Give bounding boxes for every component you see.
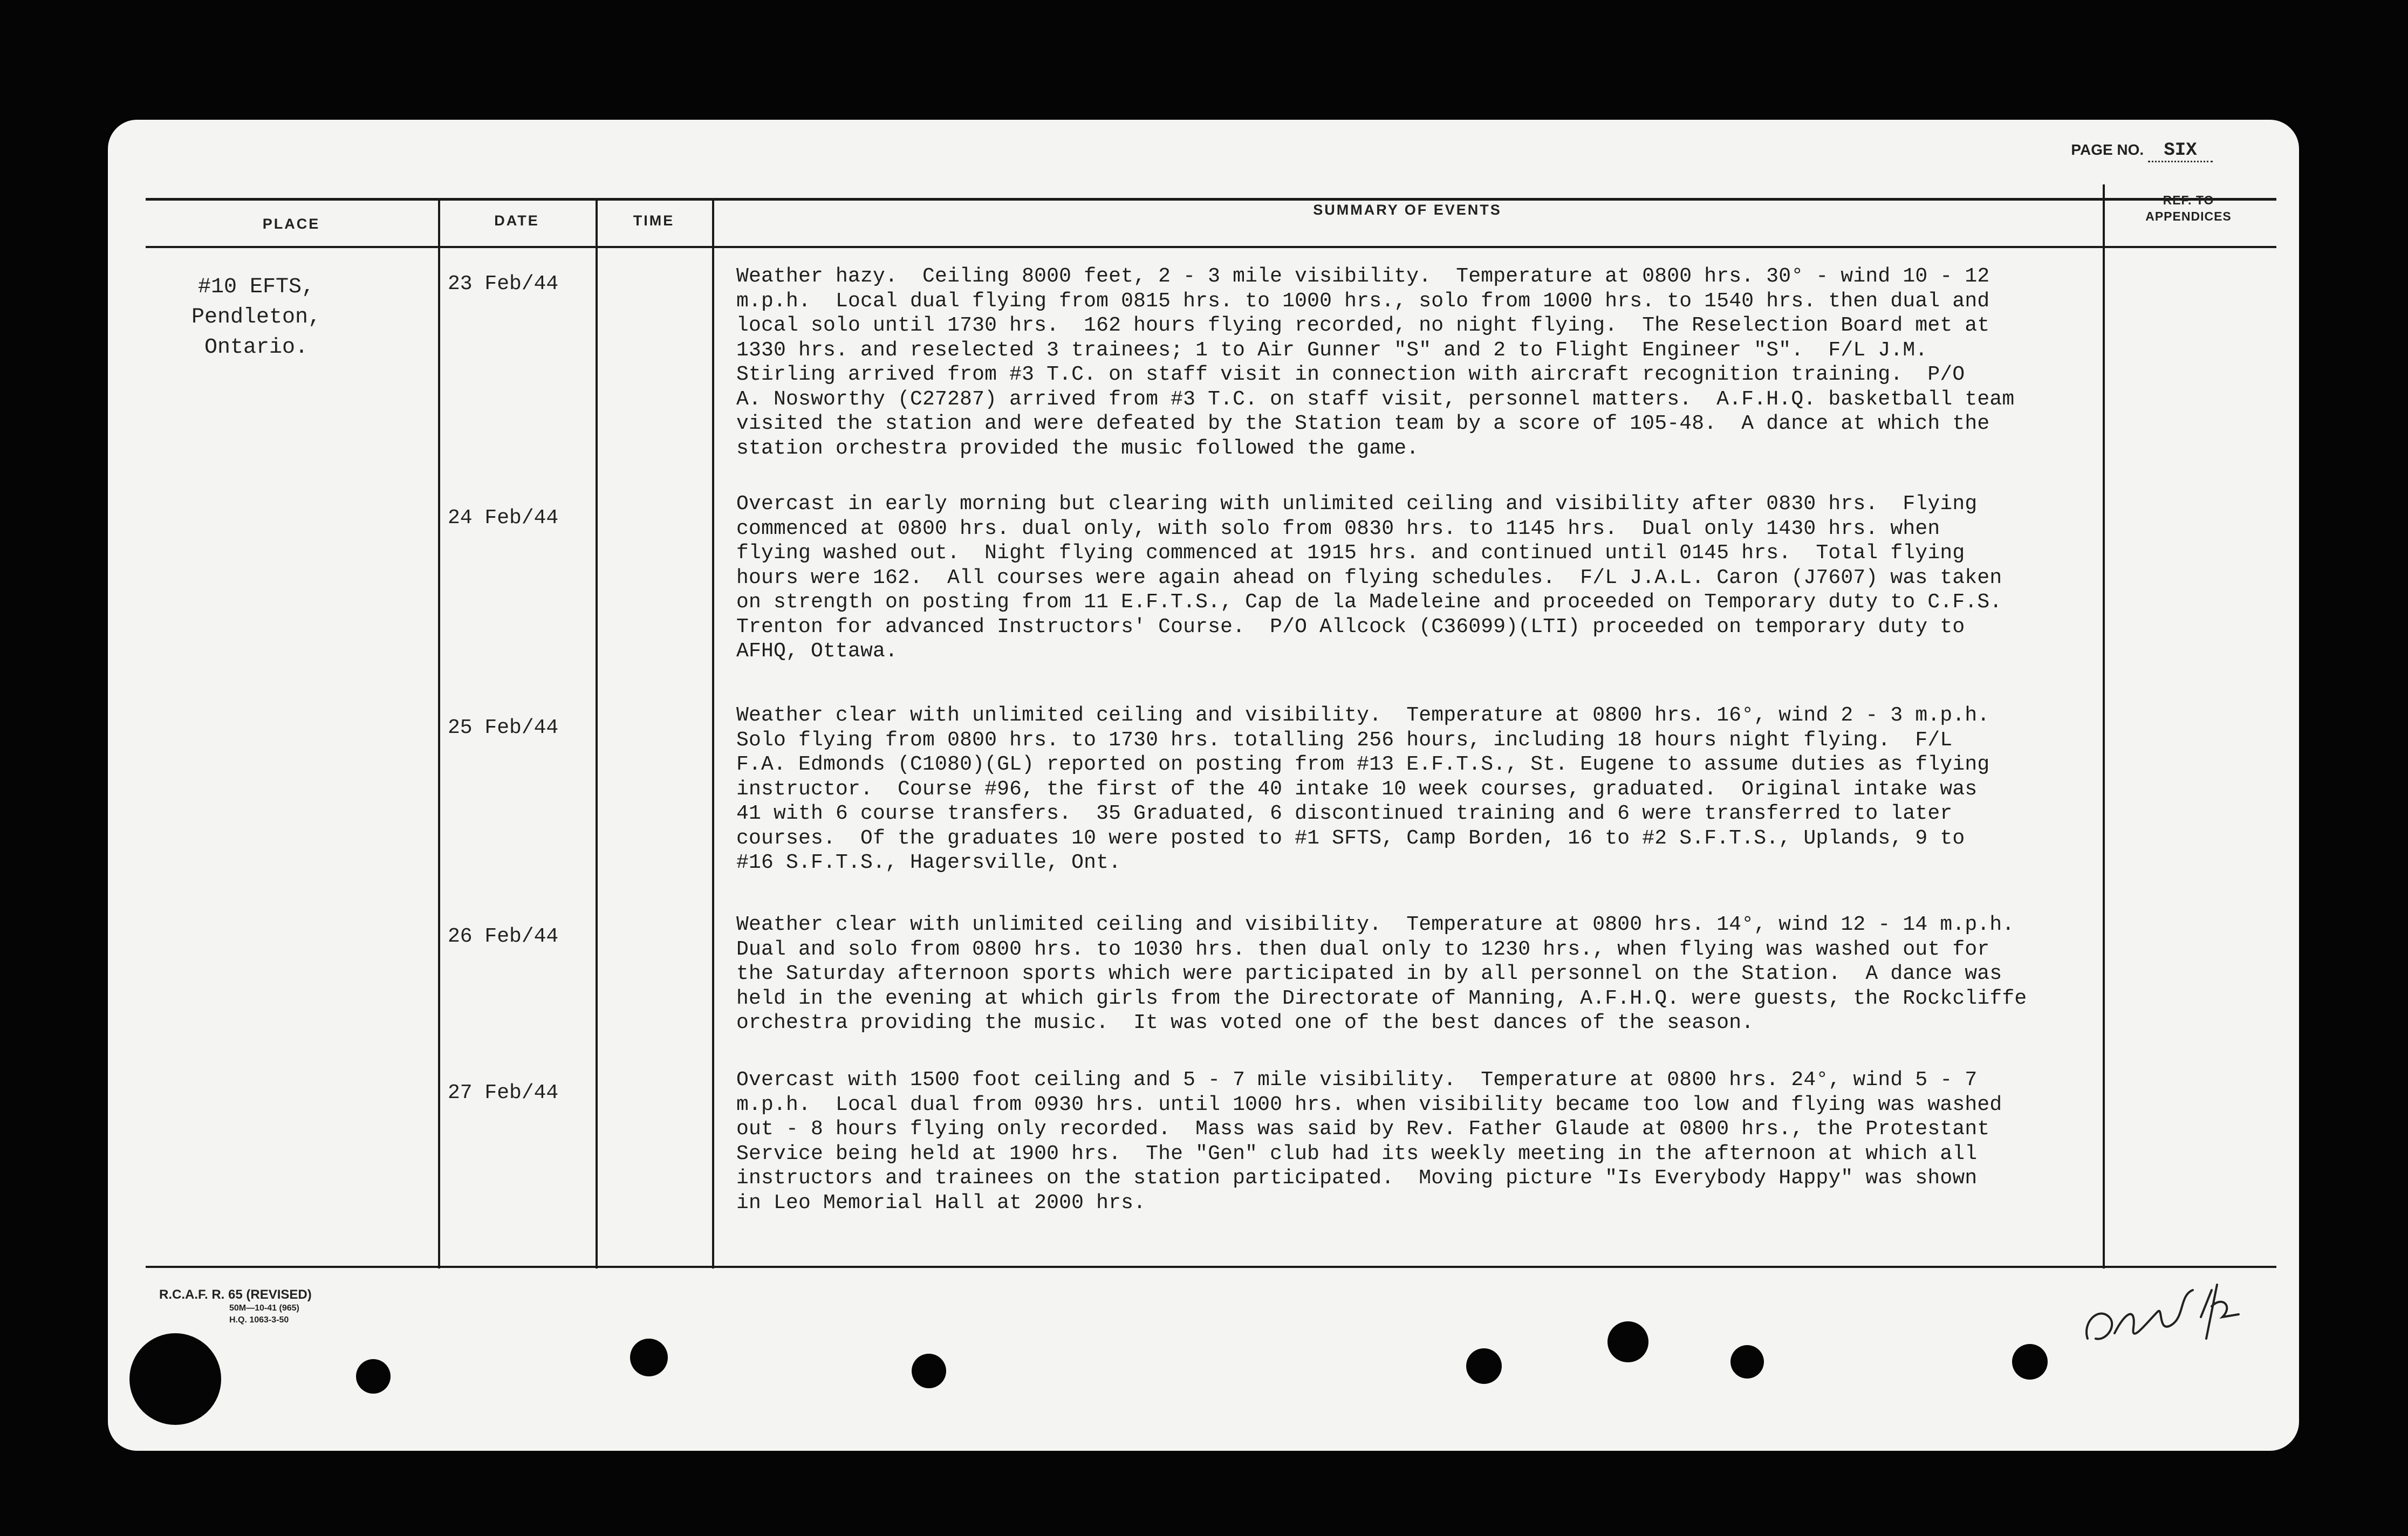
punch-hole	[630, 1339, 668, 1376]
divider-place-date	[438, 198, 440, 1268]
date-entry-5: 27 Feb/44	[448, 1081, 559, 1105]
header-bottom-rule	[146, 246, 2276, 248]
punch-hole	[1466, 1348, 1502, 1384]
place-cell: #10 EFTS, Pendleton, Ontario.	[191, 275, 321, 360]
punch-hole	[356, 1359, 391, 1394]
form-print-run: 50M—10-41 (965)	[229, 1304, 299, 1313]
header-time: TIME	[633, 212, 675, 229]
header-date: DATE	[494, 212, 539, 229]
header-summary: SUMMARY OF EVENTS	[1313, 202, 1502, 218]
handwritten-signature	[2077, 1274, 2249, 1360]
form-number-block	[159, 1287, 312, 1326]
summary-entry-3: Weather clear with unlimited ceiling and visibility. Temperature at 0800 hrs. 16°, wind 2 - 3 m.p.h. Solo flying from 0800 hrs. to 1730 hrs. totalling 256 hours, including 18 hours night flying. F/L F.A. Edmonds (C1080)(GL) reported on posting from #13 E.F.T.S., St. Eugene to assume duties as flying instructor. Course #96, the first of the 40 intake 10 week courses, graduated. Original intake was 41 with 6 course transfers. 35 Graduated, 6 discontinued training and 6 were transferred to later courses. Of the graduates 10 were posted to #1 SFTS, Camp Borden, 16 to #2 S.F.T.S., Uplands, 9 to #16 S.F.T.S., Hagersville, Ont.	[736, 704, 1990, 874]
page-number-label: PAGE NO.	[2071, 141, 2144, 158]
date-entry-1: 23 Feb/44	[448, 272, 559, 296]
diary-form-card	[108, 120, 2299, 1451]
header-ref-appendices: REF. TO APPENDICES	[2145, 193, 2232, 223]
punch-hole	[1730, 1345, 1764, 1379]
torn-corner	[129, 1333, 221, 1425]
date-entry-2: 24 Feb/44	[448, 506, 559, 530]
header-top-rule	[146, 198, 2276, 201]
date-entry-4: 26 Feb/44	[448, 925, 559, 948]
punch-hole	[912, 1354, 946, 1388]
table-bottom-rule	[146, 1266, 2276, 1268]
punch-hole	[2012, 1344, 2048, 1380]
divider-time-summary	[712, 198, 714, 1268]
summary-entry-4: Weather clear with unlimited ceiling and visibility. Temperature at 0800 hrs. 14°, wind 12 - 14 m.p.h. Dual and solo from 0800 hrs. to 1030 hrs. then dual only to 1230 hrs., when flying was washed out for the Saturday afternoon sports which were participated in by all personnel on the Station. A dance was held in the evening at which girls from the Directorate of Manning, A.F.H.Q. were guests, the Rockcliffe orchestra providing the music. It was voted one of the best dances of the season.	[736, 913, 2027, 1034]
date-entry-3: 25 Feb/44	[448, 716, 559, 739]
form-hq-number: H.Q. 1063-3-50	[229, 1315, 289, 1325]
punch-hole	[1607, 1321, 1648, 1362]
page-number	[2071, 140, 2213, 162]
header-place: PLACE	[262, 216, 320, 232]
page-number-value: SIX	[2148, 140, 2213, 162]
summary-entry-1: Weather hazy. Ceiling 8000 feet, 2 - 3 mile visibility. Temperature at 0800 hrs. 30° - wind 10 - 12 m.p.h. Local dual flying from 0815 hrs. to 1000 hrs., solo from 1000 hrs. to 1540 hrs. then dual and local solo until 1730 hrs. 162 hours flying recorded, no night flying. The Reselection Board met at 1330 hrs. and reselected 3 trainees; 1 to Air Gunner "S" and 2 to Flight Engineer "S". F/L J.M. Stirling arrived from #3 T.C. on staff visit in connection with aircraft recognition training. P/O A. Nosworthy (C27287) arrived from #3 T.C. on staff visit, personnel matters. A.F.H.Q. basketball team visited the station and were defeated by the Station team by a score of 105-48. A dance at which the station orchestra provided the music followed the game.	[736, 265, 2015, 460]
form-number: R.C.A.F. R. 65 (REVISED)	[159, 1287, 312, 1302]
summary-entry-5: Overcast with 1500 foot ceiling and 5 - 7 mile visibility. Temperature at 0800 hrs. 24°, wind 5 - 7 m.p.h. Local dual from 0930 hrs. until 1000 hrs. when visibility became too low and flying was washed out - 8 hours flying only recorded. Mass was said by Rev. Father Glaude at 0800 hrs., the Protestant Service being held at 1900 hrs. The "Gen" club had its weekly meeting in the afternoon at which all instructors and trainees on the station participated. Moving picture "Is Everybody Happy" was shown in Leo Memorial Hall at 2000 hrs.	[736, 1068, 2002, 1215]
divider-date-time	[596, 198, 598, 1268]
summary-entry-2: Overcast in early morning but clearing with unlimited ceiling and visibility after 0830 hrs. Flying commenced at 0800 hrs. dual only, with solo from 0830 hrs. to 1145 hrs. Dual only 1430 hrs. when flying washed out. Night flying commenced at 1915 hrs. and continued until 0145 hrs. Total flying hours were 162. All courses were again ahead on flying schedules. F/L J.A.L. Caron (J7607) was taken on strength on posting from 11 E.F.T.S., Cap de la Madeleine and proceeded on Temporary duty to C.F.S. Trenton for advanced Instructors' Course. P/O Allcock (C36099)(LTI) proceeded on temporary duty to AFHQ, Ottawa.	[736, 492, 2002, 663]
